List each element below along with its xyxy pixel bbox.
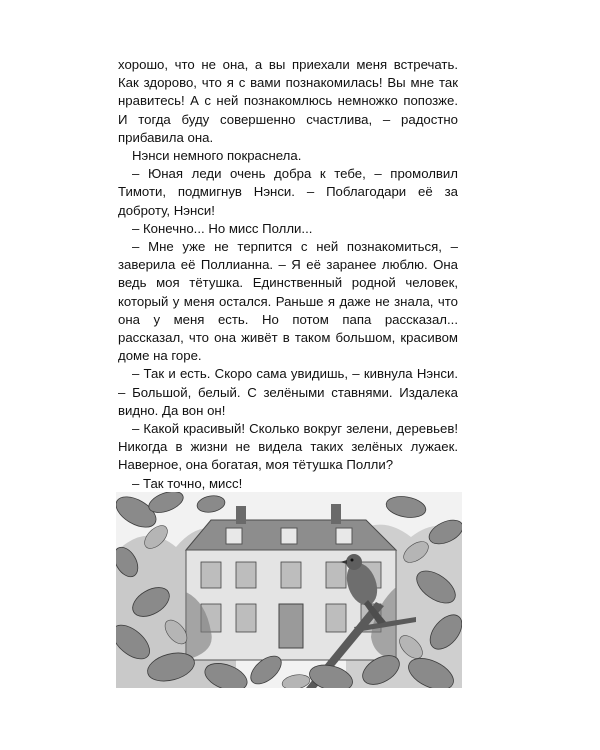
paragraph: – Мне уже не терпится с ней познакомиться, – заверила её Поллианна. – Я её заранее люблю. Она ведь моя тётушка. Единственный родной человек, который у меня остался. Раньше я даже не знала, что она у меня есть. Но потом папа рассказал... рассказал, что она живёт в таком большом, красивом доме на горе. [118, 239, 458, 364]
house-illustration [116, 492, 462, 688]
paragraph: хорошо, что не она, а вы приехали меня встречать. Как здорово, что я с вами познакомилась! Вы мне так нравитесь! А с ней познакомлюсь немножко попозже. И тогда буду совершенно счастлива, – радостно прибавила она. [118, 57, 458, 145]
paragraph: – Так и есть. Скоро сама увидишь, – кивнула Нэнси. – Большой, белый. С зелёными ставнями. Издалека видно. Да вон он! [118, 366, 458, 418]
paragraph: – Конечно... Но мисс Полли... [132, 220, 313, 236]
paragraph: – Какой красивый! Сколько вокруг зелени, деревьев! Никогда в жизни не видела таких зелёных лужаек. Наверное, она богатая, моя тётушка Полли? [118, 421, 458, 473]
paragraph: – Так точно, мисс! [132, 475, 243, 491]
body-text [118, 56, 458, 529]
house-drawing [116, 492, 462, 688]
paragraph: – Юная леди очень добра к тебе, – промолвил Тимоти, подмигнув Нэнси. – Поблагодари её за доброту, Нэнси! [118, 166, 458, 218]
paragraph: Нэнси немного покраснела. [132, 148, 302, 164]
